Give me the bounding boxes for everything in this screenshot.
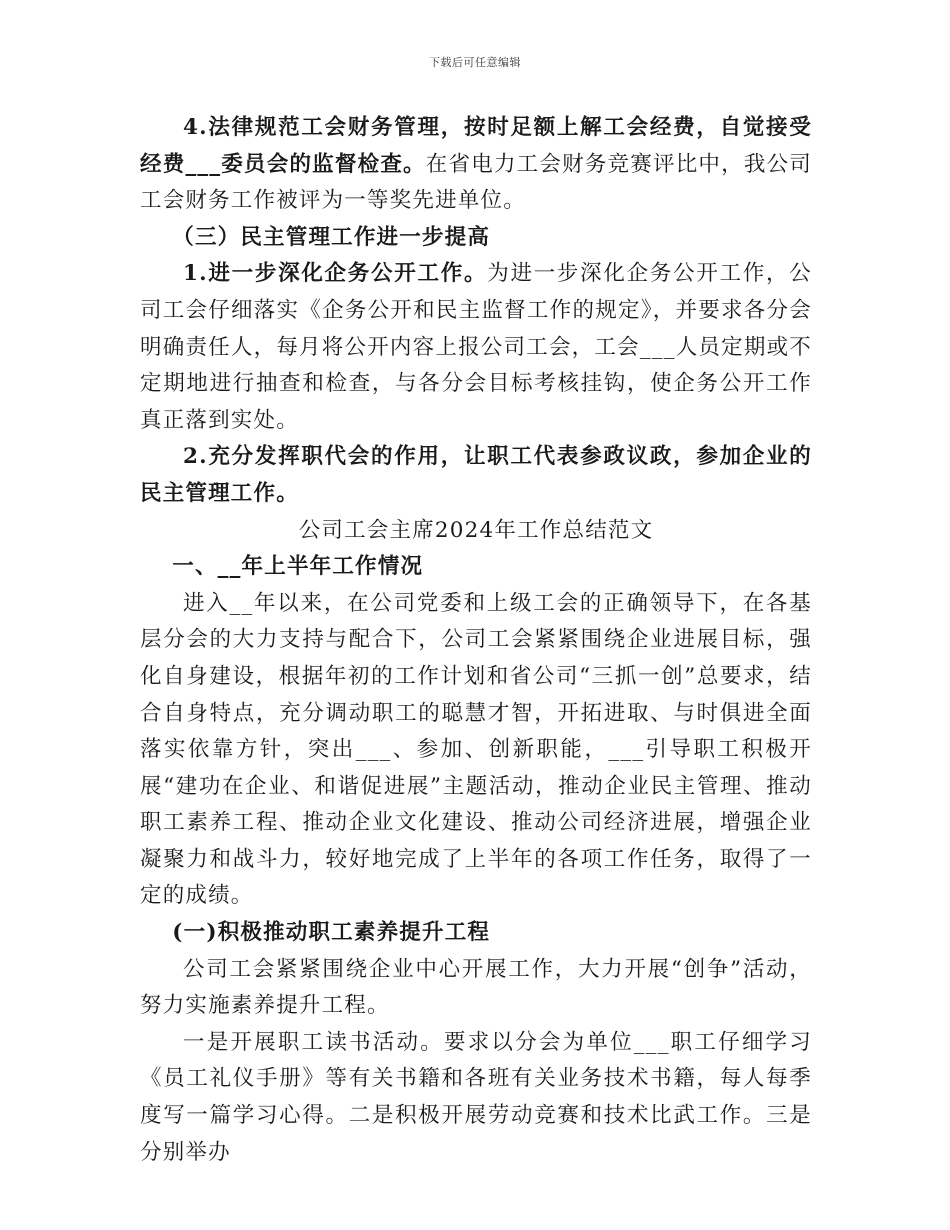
subsection-heading-quality: (一)积极推动职工素养提升工程: [172, 920, 491, 946]
paragraph-finance-text: 在省电力工会财务竞赛评比中，我公司工会财务工作被评为一等奖先进单位。: [140, 151, 812, 214]
paragraph-congress: 2.充分发挥职代会的作用，让职工代表参政议政，参加企业的民主管理工作。: [140, 444, 812, 506]
header-note: 下载后可任意编辑: [429, 56, 521, 69]
paragraph-finance: [140, 110, 812, 220]
paragraph-finance-lead: 4.法律规范工会财务管理，按时足额上解工会经费，自觉接受经费___委员会的监督检查。: [140, 115, 812, 177]
document-title: 公司工会主席2024年工作总结范文: [298, 517, 654, 543]
paragraph-reading: 一是开展职工读书活动。要求以分会为单位___职工仔细学习《员工礼仪手册》等有关书籍和各班有关业务技术书籍，每人每季度写一篇学习心得。二是积极开展劳动竞赛和技术比武工作。三是分别举办: [140, 1029, 812, 1165]
document-body: [140, 110, 812, 1171]
section-heading-democratic: （三）民主管理工作进一步提高: [172, 224, 491, 250]
paragraph-disclosure: [140, 256, 812, 439]
paragraph-disclosure-lead: 1.进一步深化企务公开工作。: [183, 261, 488, 287]
section-heading-first-half: 一、__年上半年工作情况: [172, 554, 424, 580]
paragraph-overview: 进入__年以来，在公司党委和上级工会的正确领导下，在各基层分会的大力支持与配合下，公司工会紧紧围绕企业进展目标，强化自身建设，根据年初的工作计划和省公司“三抓一创”总要求，结合自身特点，充分调动职工的聪慧才智，开拓进取、与时俱进全面落实依靠方针，突出___、参加、创新职能，___引导职工积极开展“建功在企业、和谐促进展”主题活动，推动企业民主管理、推动职工素养工程、推动企业文化建设、推动公司经济进展，增强企业凝聚力和战斗力，较好地完成了上半年的各项工作任务，取得了一定的成绩。: [140, 590, 812, 909]
paragraph-disclosure-text: 为进一步深化企务公开工作，公司工会仔细落实《企务公开和民主监督工作的规定》，并要求各分会明确责任人，每月将公开内容上报公司工会，工会___人员定期或不定期地进行抽查和检查，与各分会目标考核挂钩，使企务公开工作真正落到实处。: [140, 261, 812, 433]
paragraph-quality-intro: 公司工会紧紧围绕企业中心开展工作，大力开展“创争”活动，努力实施素养提升工程。: [140, 956, 812, 1019]
